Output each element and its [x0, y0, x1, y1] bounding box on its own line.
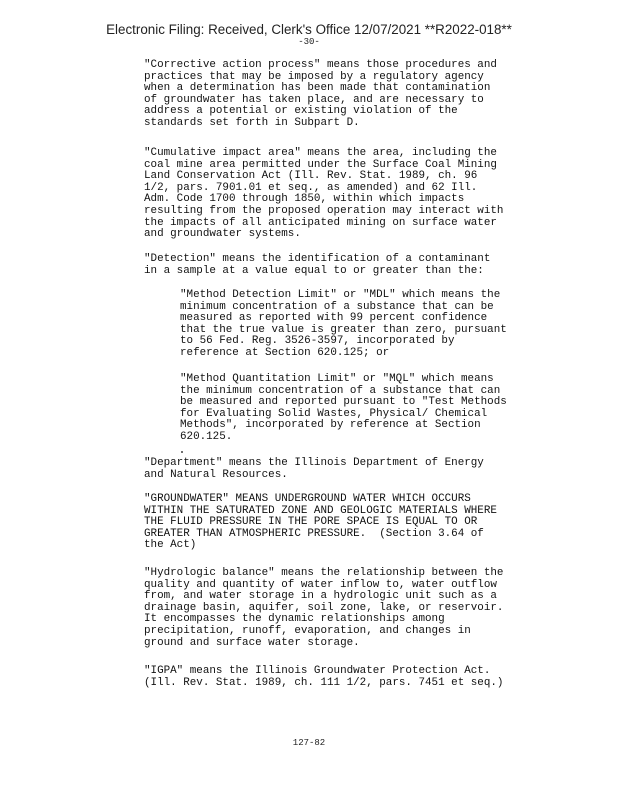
text-line: coal mine area permitted under the Surface Coal Mining [144, 158, 497, 171]
text-line: that the true value is greater than zero, pursuant [180, 323, 507, 336]
definition-paragraph [144, 458, 484, 481]
text-line: "Corrective action process" means those procedures and [144, 59, 497, 71]
text-line: practices that may be imposed by a regulatory agency [144, 70, 484, 83]
text-line: precipitation, runoff, evaporation, and changes in [144, 624, 471, 637]
text-line: from, and water storage in a hydrologic unit such as a [144, 590, 497, 603]
definition-paragraph [144, 568, 503, 649]
text-line: GREATER THAN ATMOSPHERIC PRESSURE. (Section 3.64 of [144, 527, 484, 540]
text-line: Adm. Code 1700 through 1850, within which impacts [144, 193, 465, 206]
text-line: quality and quantity of water inflow to, water outflow [144, 578, 497, 591]
text-line: and groundwater systems. [144, 228, 301, 241]
text-line: resulting from the proposed operation may interact with [144, 204, 504, 217]
text-line: 1/2, pars. 7901.01 et seq., as amended) and 62 Ill. [144, 181, 478, 194]
text-line: the impacts of all anticipated mining on surface water [144, 216, 497, 229]
text-line: (Ill. Rev. Stat. 1989, ch. 111 1/2, pars. 7451 et seq.) [144, 676, 504, 689]
text-line: to 56 Fed. Reg. 3526-3597, incorporated by [180, 335, 455, 348]
text-line: minimum concentration of a substance that can be [180, 300, 494, 313]
text-line: "Cumulative impact area" means the area, including the [144, 147, 497, 159]
text-line: and Natural Resources. [144, 468, 288, 481]
text-line: It encompasses the dynamic relationships among [144, 613, 445, 626]
text-line: the Act) [144, 539, 197, 552]
indented-definition-paragraph [144, 290, 507, 360]
text-line: be measured and reported pursuant to "Test Methods [180, 396, 507, 409]
text-line: "Method Detection Limit" or "MDL" which means the [180, 289, 501, 301]
filing-stamp: Electronic Filing: Received, Clerk's Office 12/07/2021 **R2022-018** [106, 22, 512, 37]
definition-paragraph [144, 254, 490, 277]
definition-paragraph [144, 148, 503, 241]
text-line: when a determination has been made that contamination [144, 82, 491, 95]
definition-paragraph [144, 60, 497, 130]
text-line: the minimum concentration of a substance that can [180, 384, 501, 397]
text-line: WITHIN THE SATURATED ZONE AND GEOLOGIC MATERIALS WHERE [144, 504, 497, 517]
text-line: reference at Section 620.125; or [180, 346, 390, 359]
indented-definition-paragraph [144, 374, 507, 444]
text-line: standards set forth in Subpart D. [144, 116, 360, 129]
text-line: "IGPA" means the Illinois Groundwater Protection Act. [144, 665, 491, 677]
text-line: "GROUNDWATER" MEANS UNDERGROUND WATER WHICH OCCURS [144, 493, 471, 505]
text-line: 620.125. [180, 430, 233, 443]
footer-docket-number: 127-82 [292, 738, 326, 748]
page-number: -30- [298, 37, 320, 47]
scan-speck [181, 451, 183, 453]
text-line: address a potential or existing violation of the [144, 105, 458, 118]
text-line: "Department" means the Illinois Department of Energy [144, 457, 484, 469]
text-line: measured as reported with 99 percent confidence [180, 312, 488, 325]
definition-paragraph [144, 494, 497, 552]
text-line: drainage basin, aquifer, soil zone, lake, or reservoir. [144, 601, 504, 614]
text-line: ground and surface water storage. [144, 636, 360, 649]
text-line: "Method Quantitation Limit" or "MQL" which means [180, 373, 494, 385]
text-line: in a sample at a value equal to or greater than the: [144, 264, 484, 277]
text-line: Methods", incorporated by reference at Section [180, 419, 481, 432]
definition-paragraph [144, 666, 503, 689]
text-line: "Detection" means the identification of a contaminant [144, 253, 491, 265]
text-line: for Evaluating Solid Wastes, Physical/ Chemical [180, 407, 488, 420]
text-line: THE FLUID PRESSURE IN THE PORE SPACE IS EQUAL TO OR [144, 516, 478, 529]
text-line: "Hydrologic balance" means the relationship between the [144, 567, 504, 579]
text-line: Land Conservation Act (Ill. Rev. Stat. 1989, ch. 96 [144, 170, 478, 183]
text-line: of groundwater has taken place, and are necessary to [144, 93, 484, 106]
